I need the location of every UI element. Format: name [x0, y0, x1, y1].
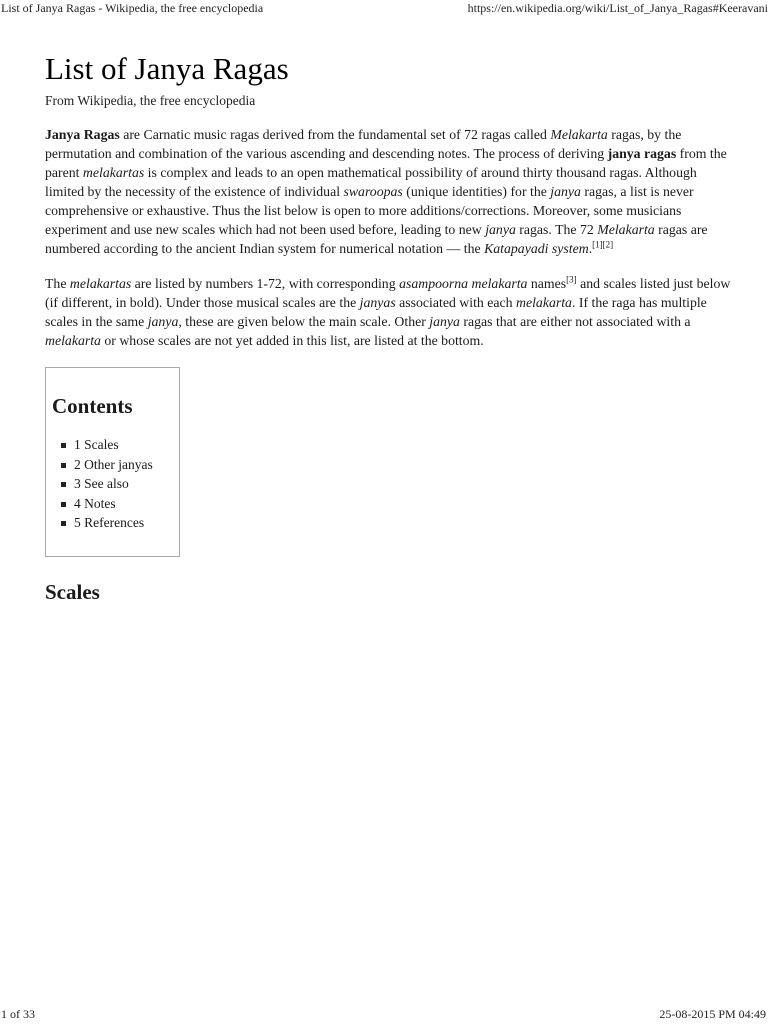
site-tagline: From Wikipedia, the free encyclopedia	[45, 93, 256, 108]
reference-link-2[interactable]: [2]	[602, 239, 614, 250]
article-content	[45, 50, 735, 605]
toc-item-other-janyas[interactable]: 2 Other janyas	[74, 455, 179, 475]
toc-list	[52, 435, 179, 533]
melakarta-link[interactable]: Melakarta	[550, 127, 608, 142]
reference-link-1[interactable]: [1]	[592, 239, 603, 250]
reference-link-3[interactable]: [3]	[566, 274, 577, 285]
katapayadi-link[interactable]: Katapayadi system	[484, 241, 589, 256]
section-heading-scales: Scales	[45, 580, 100, 604]
print-url: https://en.wikipedia.org/wiki/List_of_Janya_Ragas#Keeravani	[467, 1, 768, 15]
toc-title: Contents	[52, 394, 133, 418]
print-header	[0, 0, 768, 18]
toc-item-scales[interactable]: 1 Scales	[74, 435, 179, 455]
print-page-title: List of Janya Ragas - Wikipedia, the free encyclopedia	[1, 1, 264, 15]
toc-item-see-also[interactable]: 3 See also	[74, 474, 179, 494]
bold-term: Janya Ragas	[45, 127, 120, 142]
table-of-contents	[45, 367, 180, 557]
intro-paragraph: Janya Ragas are Carnatic music ragas derived from the fundamental set of 72 ragas called Melakarta ragas, by the permutation and combination of the various ascending and descending notes. The process of deriving janya ragas from the parent melakartas is complex and leads to an open mathematical possibility of around thirty thousand ragas. Although limited by the necessity of the existence of individual swaroopas (unique identities) for the janya ragas, a list is never comprehensive or exhaustive. Thus the list below is open to more additions/corrections. Moreover, some musicians experiment and use new scales which had not been used before, leading to new janya ragas. The 72 Melakarta ragas are numbered according to the ancient Indian system for numerical notation — the Katapayadi system.[1][2]	[45, 127, 727, 256]
bold-term: janya ragas	[607, 146, 677, 161]
print-datetime: 25-08-2015 PM 04:49	[659, 1007, 766, 1021]
page-count: 1 of 33	[1, 1007, 35, 1021]
toc-item-notes[interactable]: 4 Notes	[74, 494, 179, 514]
print-footer	[0, 1006, 768, 1024]
page-title: List of Janya Ragas	[45, 51, 289, 86]
scales-explanation-paragraph: The melakartas are listed by numbers 1-72, with corresponding asampoorna melakarta names[3] and scales listed just below (if different, in bold). Under those musical scales are the janyas associated with each melakarta. If the raga has multiple scales in the same janya, these are given below the main scale. Other janya ragas that are either not associated with a melakarta or whose scales are not yet added in this list, are listed at the bottom.	[45, 274, 731, 348]
toc-item-references[interactable]: 5 References	[74, 513, 179, 533]
